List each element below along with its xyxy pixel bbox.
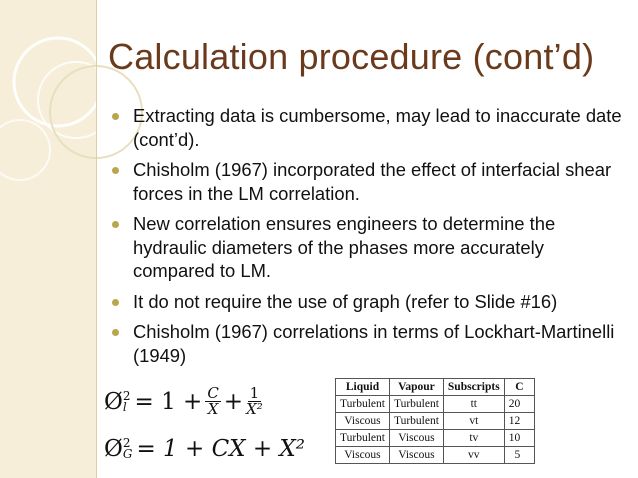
bullet-item: New correlation ensures engineers to determine the hydraulic diameters of the phases more accurately compared to LM. (112, 212, 628, 283)
table-header-liquid: Liquid (336, 379, 390, 396)
table-cell: vv (443, 447, 504, 464)
table-row (336, 413, 535, 430)
table-cell: 12 (504, 413, 535, 430)
bullet-item: Chisholm (1967) correlations in terms of Lockhart-Martinelli (1949) (112, 320, 628, 343)
table-row (336, 430, 535, 447)
eq1-superscript: 2 (122, 388, 131, 403)
table-row (336, 396, 535, 413)
eq1-fraction-1-over-x2 (246, 386, 263, 417)
bullet-list (112, 104, 628, 366)
eq2-subscript: G (122, 447, 133, 461)
table-header-subscripts: Subscripts (443, 379, 504, 396)
table-cell: tt (443, 396, 504, 413)
equation-gas (104, 436, 305, 462)
eq2-superscript: 2 (122, 436, 131, 450)
decorative-sidebar (0, 0, 96, 478)
bullet-item: It do not require the use of graph (refer to Slide #16) (112, 290, 628, 314)
bullet-item: Extracting data is cumbersome, may lead to inaccurate date (cont’d). (112, 104, 628, 151)
sidebar-divider (96, 0, 97, 478)
eq1-fraction-c-over-x (205, 386, 220, 417)
table-cell: 10 (504, 430, 535, 447)
equation-liquid (104, 386, 266, 417)
eq1-frac2-denominator: X² (246, 400, 263, 418)
decorative-circles (0, 0, 96, 478)
eq2-rhs: = 1 + CX + X² (136, 436, 306, 462)
table-cell: 5 (504, 447, 535, 464)
table-cell: Turbulent (336, 396, 390, 413)
eq1-subscript: l (122, 399, 127, 414)
table-cell: Viscous (389, 447, 443, 464)
table-header-row (336, 379, 535, 396)
eq1-phi-symbol: Ø (104, 388, 123, 415)
table-cell: Turbulent (336, 430, 390, 447)
table-cell: tv (443, 430, 504, 447)
eq1-plus: + (223, 388, 244, 415)
chisholm-constant-table (335, 378, 535, 464)
table-cell: Turbulent (389, 396, 443, 413)
eq1-indices (122, 388, 131, 414)
table-row (336, 447, 535, 464)
table-header-vapour: Vapour (389, 379, 443, 396)
eq2-indices (123, 438, 133, 460)
bullet-item: Chisholm (1967) incorporated the effect of interfacial shear forces in the LM correlation. (112, 158, 628, 205)
table-cell: Viscous (336, 413, 390, 430)
eq2-phi-symbol: Ø (104, 436, 123, 462)
table-header-c: C (504, 379, 535, 396)
table-cell: Viscous (389, 430, 443, 447)
eq1-frac1-numerator: C (207, 384, 219, 402)
eq1-rhs-start: = 1 + (134, 388, 203, 415)
eq1-frac1-denominator: X (207, 400, 219, 418)
eq1-frac2-numerator: 1 (249, 384, 260, 402)
table-cell: Turbulent (389, 413, 443, 430)
table-cell: Viscous (336, 447, 390, 464)
table-cell: 20 (504, 396, 535, 413)
table-cell: vt (443, 413, 504, 430)
slide-title: Calculation procedure (cont’d) (108, 36, 595, 77)
